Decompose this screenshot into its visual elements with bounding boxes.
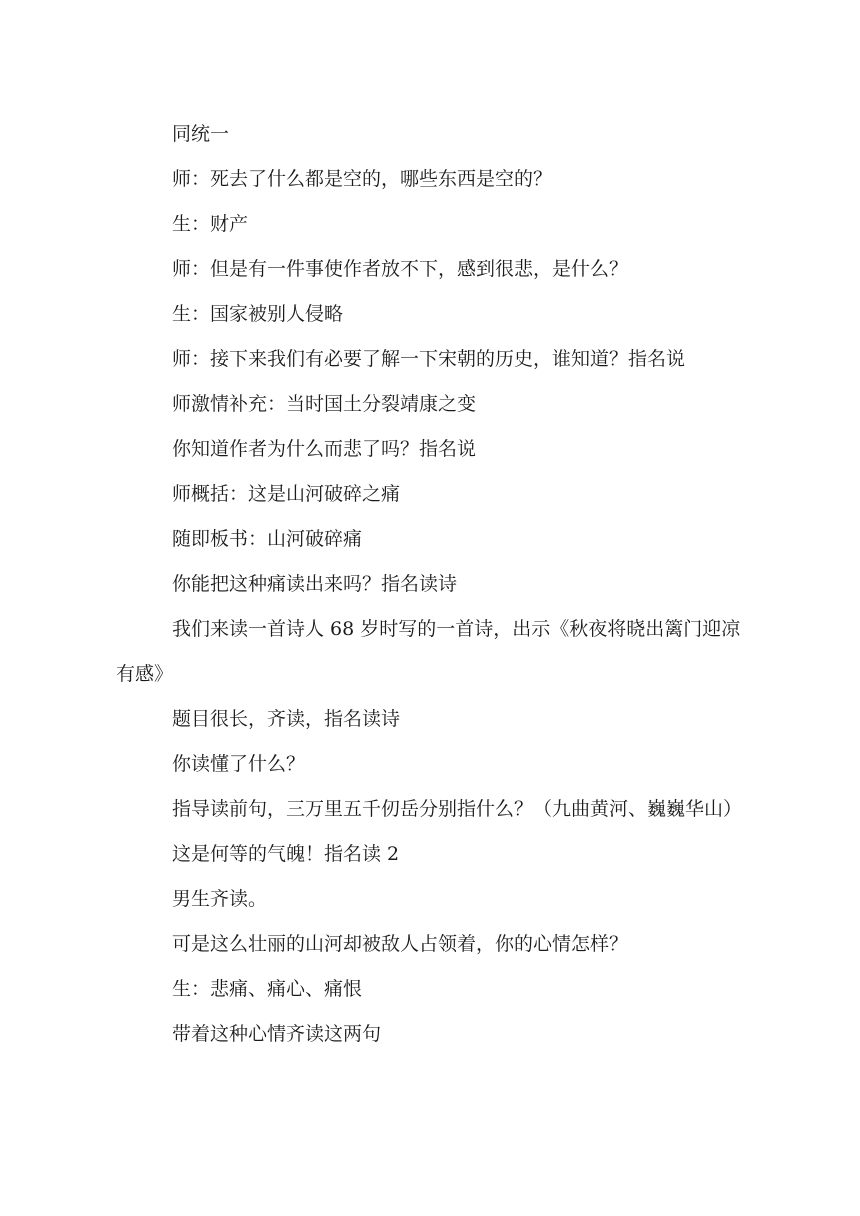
paragraph: 指导读前句，三万里五千仞岳分别指什么？（九曲黄河、巍巍华山） [172, 798, 743, 820]
paragraph: 你读懂了什么？ [172, 753, 306, 775]
paragraph: 师：接下来我们有必要了解一下宋朝的历史，谁知道？指名说 [172, 348, 686, 370]
paragraph: 带着这种心情齐读这两句 [172, 1023, 382, 1045]
paragraph: 你知道作者为什么而悲了吗？指名说 [172, 438, 477, 460]
paragraph: 师概括：这是山河破碎之痛 [172, 483, 401, 505]
paragraph: 生：悲痛、痛心、痛恨 [172, 978, 363, 1000]
paragraph: 生：财产 [172, 213, 249, 235]
paragraph: 题目很长，齐读，指名读诗 [172, 708, 401, 730]
paragraph: 同统一 [172, 123, 230, 145]
paragraph: 男生齐读。 [172, 888, 268, 910]
paragraph: 师：死去了什么都是空的，哪些东西是空的？ [172, 168, 553, 190]
paragraph: 随即板书：山河破碎痛 [172, 528, 363, 550]
paragraph: 可是这么壮丽的山河却被敌人占领着，你的心情怎样？ [172, 933, 629, 955]
paragraph: 师激情补充：当时国土分裂靖康之变 [172, 393, 477, 415]
document-body [116, 112, 746, 1057]
paragraph: 师：但是有一件事使作者放不下，感到很悲，是什么？ [172, 258, 629, 280]
paragraph: 生：国家被别人侵略 [172, 303, 344, 325]
paragraph: 你能把这种痛读出来吗？指名读诗 [172, 573, 458, 595]
paragraph: 这是何等的气魄！指名读 2 [172, 843, 400, 865]
paragraph: 我们来读一首诗人 68 岁时写的一首诗，出示《秋夜将晓出篱门迎凉有感》 [116, 618, 741, 685]
